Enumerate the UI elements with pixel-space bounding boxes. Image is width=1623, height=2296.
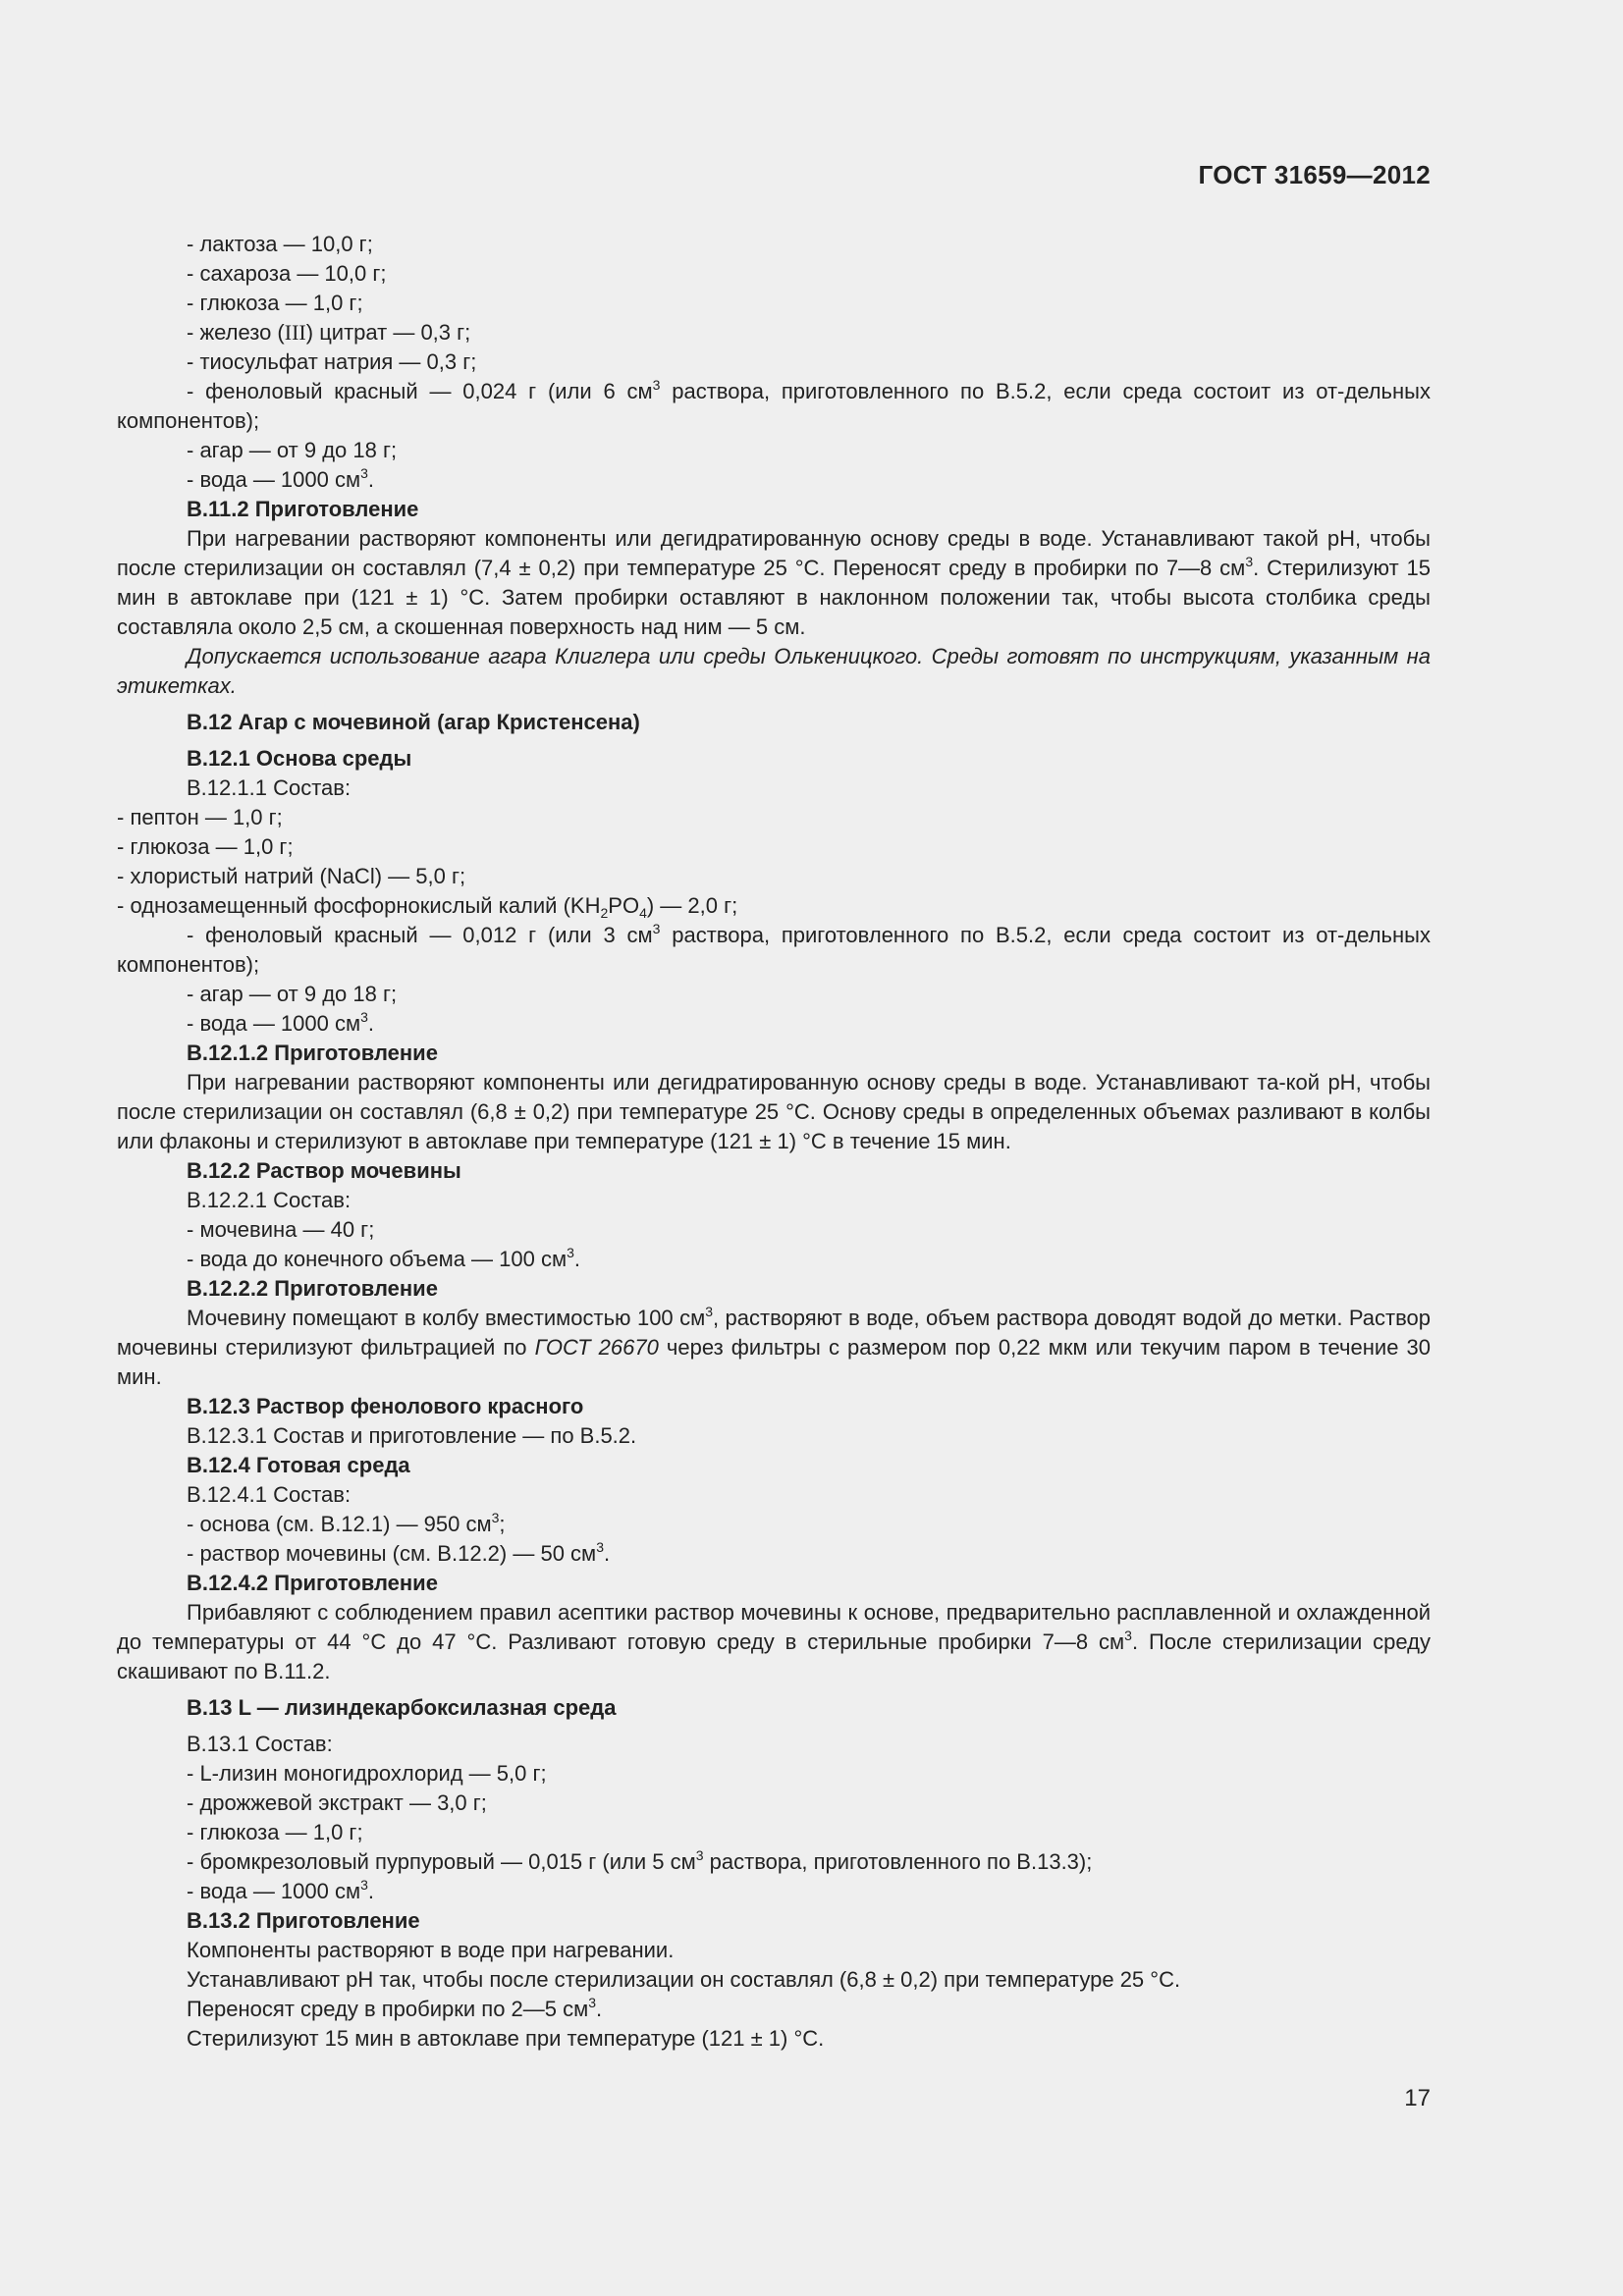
list-item: - раствор мочевины (см. В.12.2) — 50 $см^3$. xyxy=(187,1538,611,1566)
paragraph: Прибавляют с соблюдением правил асептики раствор мочевины к основе, предварительно расплавленной и охлажденной до температуры от 44 °С до 47 °С. Разливают готовую среду в стерильные пробирки 7—8 $см^3$. После стерилизации среду скашивают по В.11.2. xyxy=(117,1600,1432,1683)
list-item: - феноловый красный — 0,024 г (или 6 $см^3$ раствора, приготовленного по В.5.2, если среда состоит из от-дельных компонентов); xyxy=(117,376,1431,433)
section-heading: В.12.4 Готовая среда xyxy=(187,1453,410,1477)
list-item: - глюкоза — 1,0 г; xyxy=(187,1820,363,1844)
subsection-label: В.12.2.1 Состав: xyxy=(187,1188,352,1212)
section-heading: В.12.1.2 Приготовление xyxy=(187,1041,438,1065)
section-heading: В.12.3 Раствор фенолового красного xyxy=(187,1394,584,1418)
list-item: - агар — от 9 до 18 г; xyxy=(187,438,398,462)
list-item: - глюкоза — 1,0 г; xyxy=(187,291,363,315)
list-item: - вода до конечного объема — 100 $см^3$. xyxy=(187,1244,581,1271)
document-header: ГОСТ 31659—2012 xyxy=(1198,160,1431,189)
section-heading: В.13.2 Приготовление xyxy=(187,1908,420,1933)
subsection-label: В.12.1.1 Состав: xyxy=(187,775,352,800)
paragraph: Допускается использование агара Клиглера или среды Олькеницкого. Среды готовят по инструкциям, указанным на этикетках. xyxy=(117,644,1431,698)
section-heading: В.12.4.2 Приготовление xyxy=(187,1571,438,1595)
section-heading: В.13 L — лизиндекарбоксилазная среда xyxy=(187,1695,617,1720)
document-body xyxy=(117,230,1431,2054)
section-heading: В.12 Агар с мочевиной (агар Кристенсена) xyxy=(187,710,640,734)
subsection-label: В.13.1 Состав: xyxy=(187,1732,333,1756)
list-item: - основа (см. В.12.1) — 950 $см^3$; xyxy=(187,1509,506,1536)
section-heading: В.12.2 Раствор мочевины xyxy=(187,1158,461,1183)
list-item: - тиосульфат натрия — 0,3 г; xyxy=(187,349,477,374)
paragraph: Компоненты растворяют в воде при нагревании. xyxy=(187,1938,675,1962)
list-item: - агар — от 9 до 18 г; xyxy=(187,982,398,1006)
section-heading: В.12.1 Основа среды xyxy=(187,746,412,771)
page-number: 17 xyxy=(1404,2085,1431,2111)
paragraph: Стерилизуют 15 мин в автоклаве при температуре (121 ± 1) °С. xyxy=(187,2026,825,2051)
list-item: - дрожжевой экстракт — 3,0 г; xyxy=(187,1790,487,1815)
list-item: - феноловый красный — 0,012 г (или 3 $см^3$ раствора, приготовленного по В.5.2, если среда состоит из от-дельных компонентов); xyxy=(117,920,1431,977)
list-item: - L-лизин моногидрохлорид — 5,0 г; xyxy=(187,1761,547,1786)
paragraph: При нагревании растворяют компоненты или дегидратированную основу среды в воде. Устанавливают такой pH, чтобы после стерилизации он составлял (7,4 ± 0,2) при температуре 25 °С. Переносят среду в пробирки по 7—8 $см^3$. Стерилизуют 15 мин в автоклаве при (121 ± 1) °С. Затем пробирки оставляют в наклонном положении так, чтобы высота столбика среды составляла около 2,5 см, а скошенная поверхность над ним — 5 см. xyxy=(117,526,1432,639)
list-item: - глюкоза — 1,0 г; xyxy=(117,834,294,859)
list-item: - лактоза — 10,0 г; xyxy=(187,232,373,256)
list-item: - вода — 1000 $см^3$. xyxy=(187,1876,375,1903)
list-item: - хлористый натрий (NaCl) — 5,0 г; xyxy=(117,864,466,888)
subsection-label: В.12.4.1 Состав: xyxy=(187,1482,352,1507)
list-item: - вода — 1000 $см^3$. xyxy=(187,1008,375,1036)
paragraph: При нагревании растворяют компоненты или дегидратированную основу среды в воде. Устанавливают та-кой pH, чтобы после стерилизации он составлял (6,8 ± 0,2) при температуре 25 °С. Основу среды в определенных объемах разливают в колбы или флаконы и стерилизуют в автоклаве при температуре (121 ± 1) °С в течение 15 мин. xyxy=(117,1070,1431,1153)
section-heading: В.11.2 Приготовление xyxy=(187,497,419,521)
paragraph: Устанавливают pH так, чтобы после стерилизации он составлял (6,8 ± 0,2) при температуре 25 °С. xyxy=(187,1967,1181,1992)
list-item: - мочевина — 40 г; xyxy=(187,1217,375,1242)
section-heading: В.12.2.2 Приготовление xyxy=(187,1276,438,1301)
list-item: - сахароза — 10,0 г; xyxy=(187,261,387,286)
list-item: - однозамещенный фосфорнокислый калий $(KH_2PO_4)$ — 2,0 г; xyxy=(117,893,738,921)
paragraph: Переносят среду в пробирки по 2—5 $см^3$. xyxy=(187,1994,603,2021)
list-item: - бромкрезоловый пурпуровый — 0,015 г (или 5 $см^3$ раствора, приготовленного по В.13.3); xyxy=(187,1846,1093,1874)
subsection-label: В.12.3.1 Состав и приготовление — по В.5.2. xyxy=(187,1423,637,1448)
list-item: - железо (III) цитрат — 0,3 г; xyxy=(187,320,471,345)
list-item: - пептон — 1,0 г; xyxy=(117,805,283,829)
paragraph: Мочевину помещают в колбу вместимостью 100 $см^3$, растворяют в воде, объем раствора доводят водой до метки. Раствор мочевины стерилизуют фильтрацией по ГОСТ 26670 через фильтры с размером пор 0,22 мкм или текучим паром в течение 30 мин. xyxy=(117,1303,1431,1389)
list-item: - вода — 1000 $см^3$. xyxy=(187,464,375,492)
